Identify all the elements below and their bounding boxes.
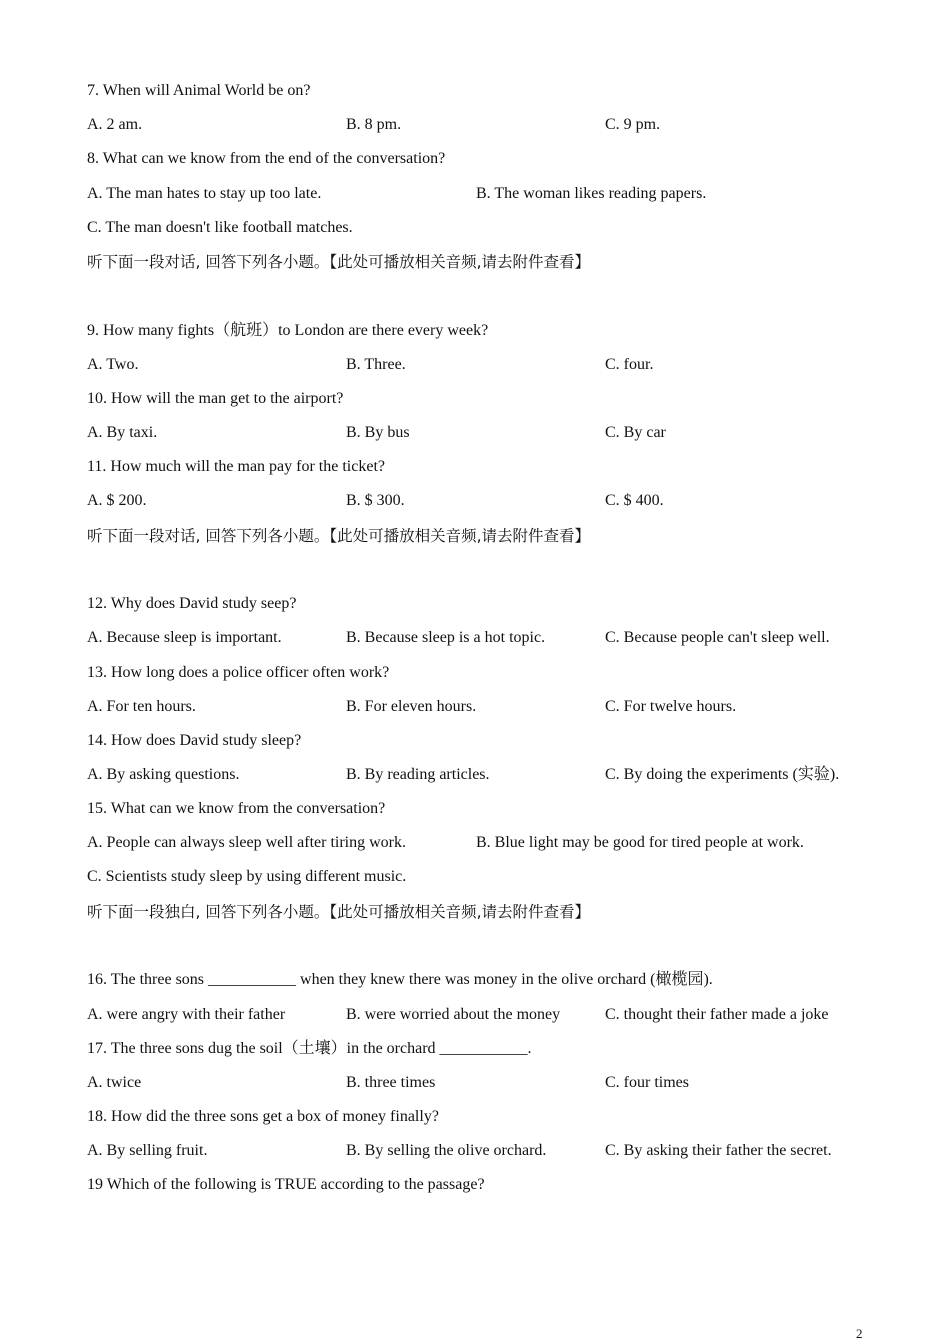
q13-option-a: A. For ten hours.: [87, 698, 196, 715]
page-number: 2: [856, 1326, 863, 1341]
q10-option-b: B. By bus: [346, 424, 410, 441]
q9-option-c: C. four.: [605, 356, 654, 373]
q12-option-b: B. Because sleep is a hot topic.: [346, 629, 546, 646]
q7-option-c: C. 9 pm.: [605, 116, 661, 133]
q15-option-b: B. Blue light may be good for tired people at work.: [476, 834, 804, 851]
q11-option-a: A. $ 200.: [87, 492, 147, 509]
q13-option-b: B. For eleven hours.: [346, 698, 477, 715]
q12-option-a: A. Because sleep is important.: [87, 629, 282, 646]
section-instruction-2: 听下面一段对话, 回答下列各小题。【此处可播放相关音频,请去附件查看】: [87, 527, 591, 545]
q17-option-b: B. three times: [346, 1074, 436, 1091]
question-19: 19 Which of the following is TRUE according to the passage?: [87, 1176, 485, 1193]
q17-option-a: A. twice: [87, 1074, 142, 1091]
q12-option-c: C. Because people can't sleep well.: [605, 629, 830, 646]
q15-option-a: A. People can always sleep well after tiring work.: [87, 834, 407, 851]
q13-option-c: C. For twelve hours.: [605, 698, 737, 715]
q9-option-a: A. Two.: [87, 356, 139, 373]
q18-option-c: C. By asking their father the secret.: [605, 1142, 832, 1159]
question-14: 14. How does David study sleep?: [87, 732, 302, 749]
question-18: 18. How did the three sons get a box of money finally?: [87, 1108, 439, 1125]
question-15: 15. What can we know from the conversation?: [87, 800, 386, 817]
q11-option-c: C. $ 400.: [605, 492, 664, 509]
q16-option-a: A. were angry with their father: [87, 1006, 286, 1023]
question-10: 10. How will the man get to the airport?: [87, 390, 344, 407]
q11-option-b: B. $ 300.: [346, 492, 405, 509]
question-12: 12. Why does David study seep?: [87, 595, 297, 612]
q8-option-a: A. The man hates to stay up too late.: [87, 185, 322, 202]
question-8: 8. What can we know from the end of the conversation?: [87, 150, 446, 167]
q9-option-b: B. Three.: [346, 356, 406, 373]
q18-option-b: B. By selling the olive orchard.: [346, 1142, 547, 1159]
q18-option-a: A. By selling fruit.: [87, 1142, 208, 1159]
q14-option-c: C. By doing the experiments (实验).: [605, 766, 840, 783]
q7-option-b: B. 8 pm.: [346, 116, 402, 133]
section-instruction-1: 听下面一段对话, 回答下列各小题。【此处可播放相关音频,请去附件查看】: [87, 253, 591, 271]
q10-option-c: C. By car: [605, 424, 666, 441]
q8-option-c: C. The man doesn't like football matches.: [87, 219, 353, 236]
q17-option-c: C. four times: [605, 1074, 689, 1091]
question-11: 11. How much will the man pay for the ticket?: [87, 458, 385, 475]
q15-option-c: C. Scientists study sleep by using different music.: [87, 868, 407, 885]
q16-option-b: B. were worried about the money: [346, 1006, 561, 1023]
section-instruction-3: 听下面一段独白, 回答下列各小题。【此处可播放相关音频,请去附件查看】: [87, 903, 591, 921]
question-17: 17. The three sons dug the soil（土壤）in the orchard ___________.: [87, 1040, 532, 1057]
question-9: 9. How many fights（航班）to London are there every week?: [87, 322, 489, 339]
q16-option-c: C. thought their father made a joke: [605, 1006, 829, 1023]
q8-option-b: B. The woman likes reading papers.: [476, 185, 707, 202]
question-7: 7. When will Animal World be on?: [87, 82, 311, 99]
q10-option-a: A. By taxi.: [87, 424, 158, 441]
question-13: 13. How long does a police officer often work?: [87, 664, 390, 681]
q7-option-a: A. 2 am.: [87, 116, 143, 133]
q14-option-a: A. By asking questions.: [87, 766, 240, 783]
question-16: 16. The three sons ___________ when they knew there was money in the olive orchard (橄榄园).: [87, 971, 713, 988]
q14-option-b: B. By reading articles.: [346, 766, 490, 783]
